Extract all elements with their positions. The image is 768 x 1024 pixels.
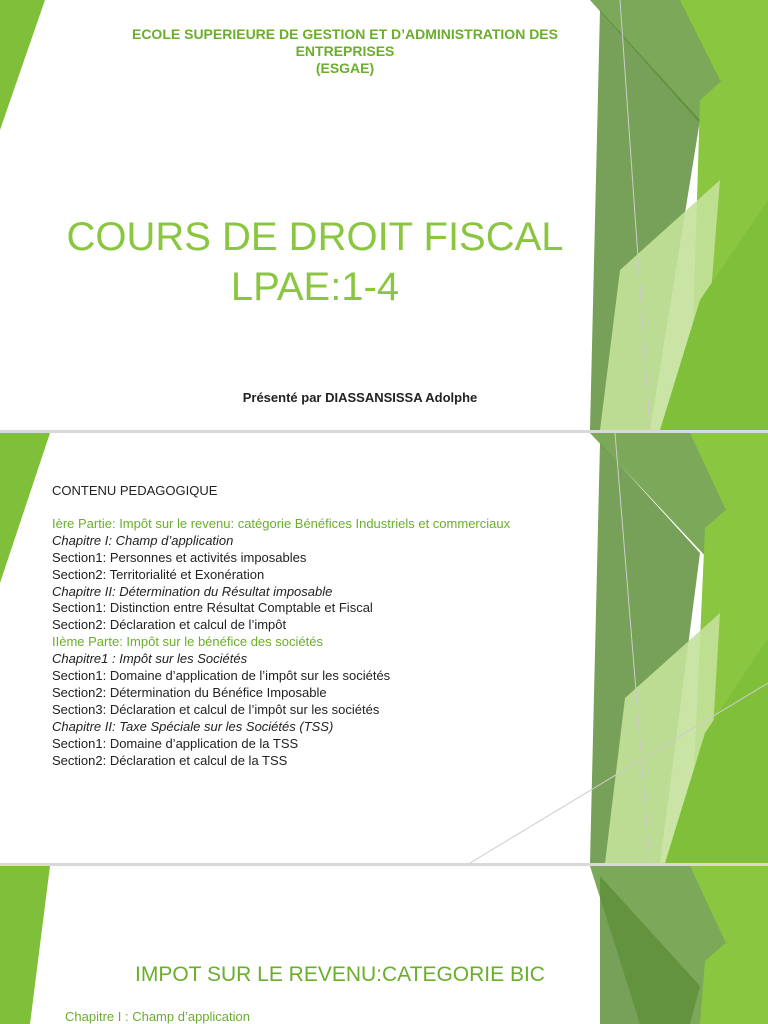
- slide-2-contents: [0, 433, 768, 863]
- toc-chapter: Chapitre1 : Impôt sur les Sociétés: [52, 651, 248, 667]
- slide-1-title: [0, 0, 768, 430]
- toc-section: Section2: Déclaration et calcul de la TSS: [52, 752, 288, 768]
- contents-heading: CONTENU PEDAGOGIQUE: [52, 483, 218, 498]
- course-title-line-1: COURS DE DROIT FISCAL: [66, 215, 564, 259]
- toc-part-1: Ière Partie: Impôt sur le revenu: catégorie Bénéfices Industriels et commerciaux: [52, 515, 511, 531]
- toc-chapter: Chapitre I: Champ d’application: [52, 532, 234, 548]
- course-title-line-2: LPAE:1-4: [230, 265, 400, 309]
- green-triangle-decoration: [0, 866, 768, 1024]
- section-title: IMPOT SUR LE REVENU:CATEGORIE BIC: [135, 963, 545, 986]
- presenter-name: Présenté par DIASSANSISSA Adolphe: [242, 390, 478, 405]
- school-name: [60, 26, 630, 77]
- toc-section: Section2: Détermination du Bénéfice Imposable: [52, 684, 327, 700]
- chapter-subtitle: Chapitre I : Champ d’application: [65, 1009, 250, 1024]
- toc-section: Section1: Distinction entre Résultat Comptable et Fiscal: [52, 600, 373, 616]
- school-name-line-1: ECOLE SUPERIEURE DE GESTION ET D’ADMINISTRATION DES: [131, 26, 558, 42]
- toc-section: Section2: Territorialité et Exonération: [52, 566, 265, 582]
- school-name-line-2: ENTREPRISES: [295, 43, 395, 59]
- school-name-line-3: (ESGAE): [315, 60, 375, 76]
- toc-chapter: Chapitre II: Détermination du Résultat imposable: [52, 583, 333, 599]
- toc-section: Section1: Domaine d’application de l’impôt sur les sociétés: [52, 668, 391, 684]
- toc-part-2: IIème Parte: Impôt sur le bénéfice des sociétés: [52, 634, 323, 650]
- toc-section: Section1: Domaine d’application de la TSS: [52, 735, 299, 751]
- slide-3-section: [0, 866, 768, 1024]
- course-title: [30, 212, 600, 312]
- toc-section: Section1: Personnes et activités imposables: [52, 549, 307, 565]
- toc-chapter: Chapitre II: Taxe Spéciale sur les Sociétés (TSS): [52, 718, 334, 734]
- toc-section: Section2: Déclaration et calcul de l’impôt: [52, 617, 287, 633]
- table-of-contents: [52, 483, 592, 770]
- toc-section: Section3: Déclaration et calcul de l’impôt sur les sociétés: [52, 701, 380, 717]
